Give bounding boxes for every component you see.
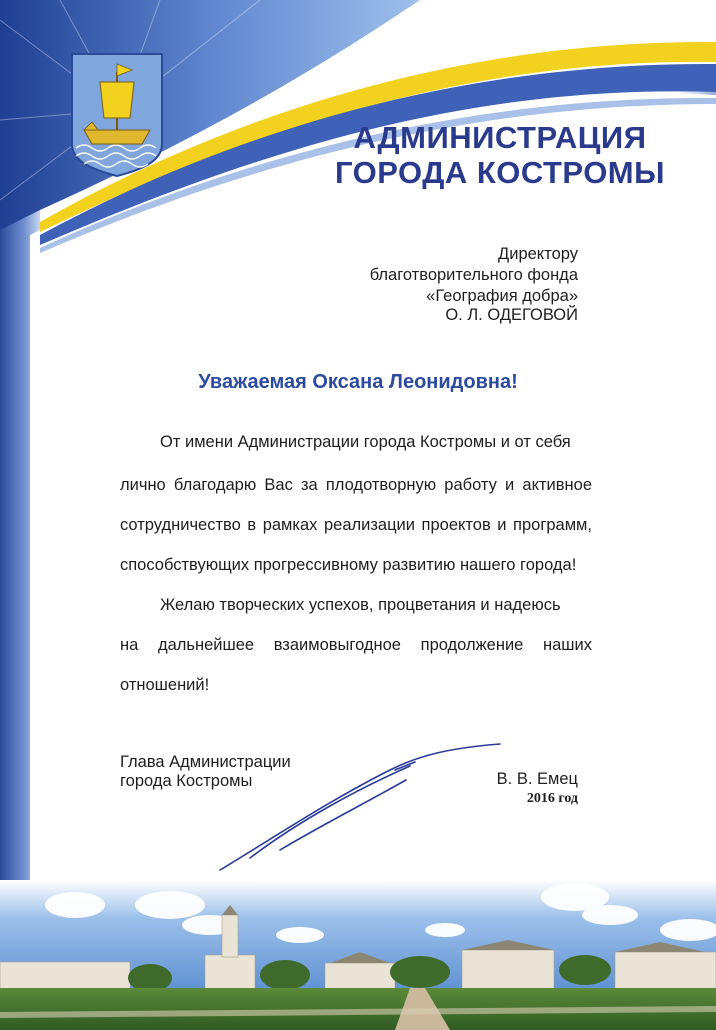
addressee-line-2: благотворительного фонда xyxy=(369,266,578,284)
letterhead-title xyxy=(300,120,700,190)
body-line: Желаю творческих успехов, процветания и надеюсь xyxy=(160,596,561,614)
signatory-position-line-1: Глава Администрации xyxy=(120,753,291,771)
coat-of-arms-emblem xyxy=(70,52,164,178)
body-line: отношений! xyxy=(120,676,210,694)
letter-year: 2016 год xyxy=(526,791,578,806)
body-line: на дальнейшее взаимовыгодное продолжение наших xyxy=(120,636,592,654)
handwritten-signature xyxy=(210,740,520,880)
addressee-name: О. Л. ОДЕГОВОЙ xyxy=(445,306,578,324)
greeting-heading: Уважаемая Оксана Леонидовна! xyxy=(198,371,518,393)
body-line: лично благодарю Вас за плодотворную работу и активное xyxy=(120,476,592,494)
title-line-2: ГОРОДА КОСТРОМЫ xyxy=(335,155,665,190)
body-line: сотрудничество в рамках реализации проектов и программ, xyxy=(120,516,592,534)
body-line: способствующих прогрессивному развитию нашего города! xyxy=(120,556,577,574)
signatory-name: В. В. Емец xyxy=(496,770,578,788)
title-line-1: АДМИНИСТРАЦИЯ xyxy=(353,120,647,155)
addressee-line-1: Директору xyxy=(498,245,578,263)
addressee-line-3: «География добра» xyxy=(426,287,578,305)
signatory-position-line-2: города Костромы xyxy=(120,772,253,790)
body-line: От имени Администрации города Костромы и от себя xyxy=(160,433,571,451)
